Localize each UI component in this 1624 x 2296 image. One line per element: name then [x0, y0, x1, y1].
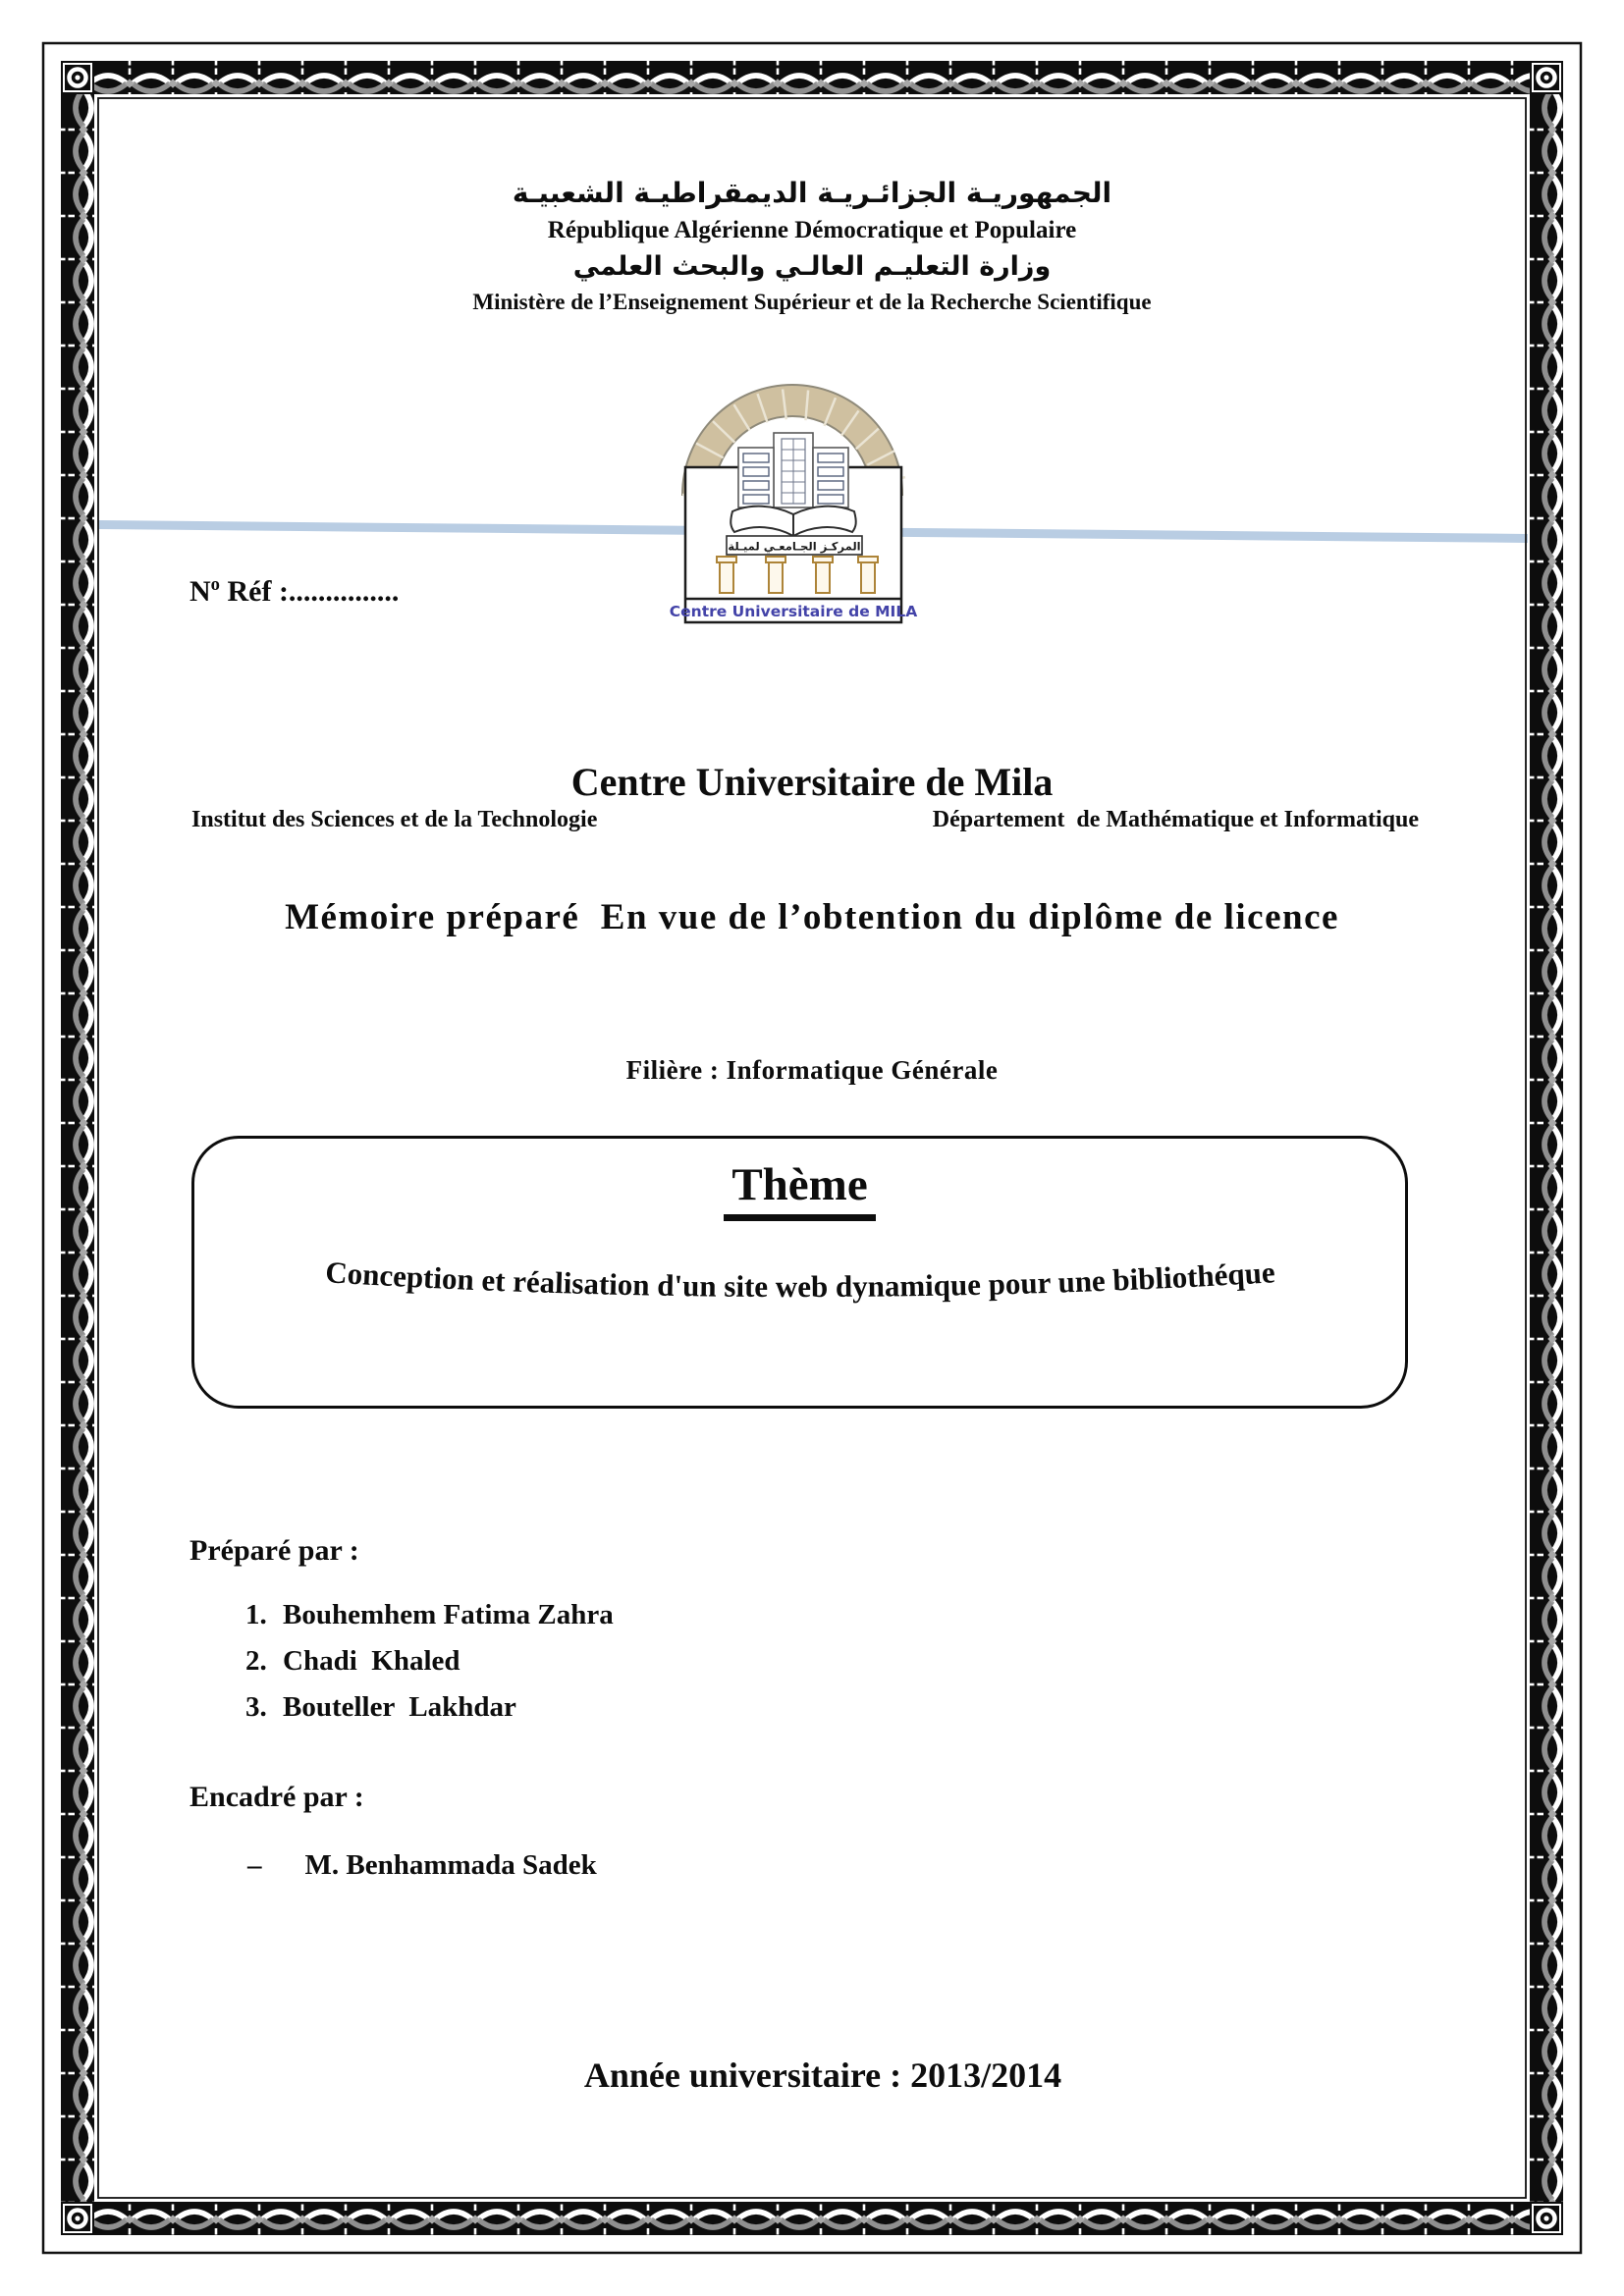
student-number: 1. [245, 1599, 267, 1630]
student-list [245, 1592, 614, 1731]
academic-year: Année universitaire : 2013/2014 [583, 2056, 1062, 2095]
french-ministry-line: Ministère de l’Enseignement Supérieur et de la Recherche Scientifique [472, 290, 1152, 314]
arabic-republic-line: الجمهوريـة الجزائـريـة الديمقراطيـة الشعبيـة [512, 177, 1112, 209]
student-number: 2. [245, 1645, 267, 1677]
student-name: Bouteller Lakhdar [283, 1691, 516, 1723]
list-item [245, 1684, 614, 1731]
theme-box [191, 1136, 1408, 1409]
logo-caption [670, 599, 917, 620]
logo-arabic-banner [727, 536, 862, 555]
logo-caption-text: Centre Universitaire de MILA [669, 603, 918, 620]
theme-title: Conception et réalisation d'un site web dynamique pour une bibliothéque [324, 1255, 1275, 1305]
svg-text:Conception et réalisation d'un [324, 1255, 1275, 1304]
theme-title-arc [211, 1227, 1389, 1337]
dash-bullet: – [247, 1849, 262, 1881]
memoir-statement: Mémoire préparé En vue de l’obtention du diplôme de licence [285, 897, 1339, 937]
arabic-ministry-line: وزارة التعليـم العالـي والبحث العلمي [572, 251, 1052, 282]
department-name: Département de Mathématique et Informatique [932, 807, 1419, 832]
university-logo [668, 379, 919, 630]
institute-name: Institut des Sciences et de la Technologie [191, 807, 598, 832]
supervisor-item [247, 1849, 597, 1882]
supervised-by-label: Encadré par : [189, 1781, 364, 1813]
logo-building-icon [738, 433, 848, 507]
field-of-study: Filière : Informatique Générale [625, 1055, 999, 1085]
supervisor-name: M. Benhammada Sadek [304, 1849, 597, 1881]
logo-banner-arabic-text: المركـز الجـامعـي لميـلة [728, 539, 861, 554]
list-item [245, 1592, 614, 1638]
ref-prefix: N [189, 575, 211, 608]
student-name: Chadi Khaled [283, 1645, 460, 1677]
theme-heading: Thème [724, 1158, 875, 1221]
ref-superscript: o [210, 574, 220, 595]
institute-department-row [191, 807, 1419, 833]
border-corner-top-left [61, 61, 94, 94]
list-item [245, 1638, 614, 1684]
prepared-by-label: Préparé par : [189, 1534, 359, 1567]
border-corner-bottom-right [1530, 2202, 1563, 2235]
reference-number [189, 574, 399, 609]
ref-dots: Réf :............... [219, 575, 400, 608]
university-name: Centre Universitaire de Mila [570, 759, 1054, 804]
student-number: 3. [245, 1691, 267, 1723]
border-corner-bottom-left [61, 2202, 94, 2235]
border-corner-top-right [1530, 61, 1563, 94]
student-name: Bouhemhem Fatima Zahra [283, 1599, 614, 1630]
french-republic-line: République Algérienne Démocratique et Populaire [547, 217, 1077, 243]
government-header [98, 173, 1526, 318]
